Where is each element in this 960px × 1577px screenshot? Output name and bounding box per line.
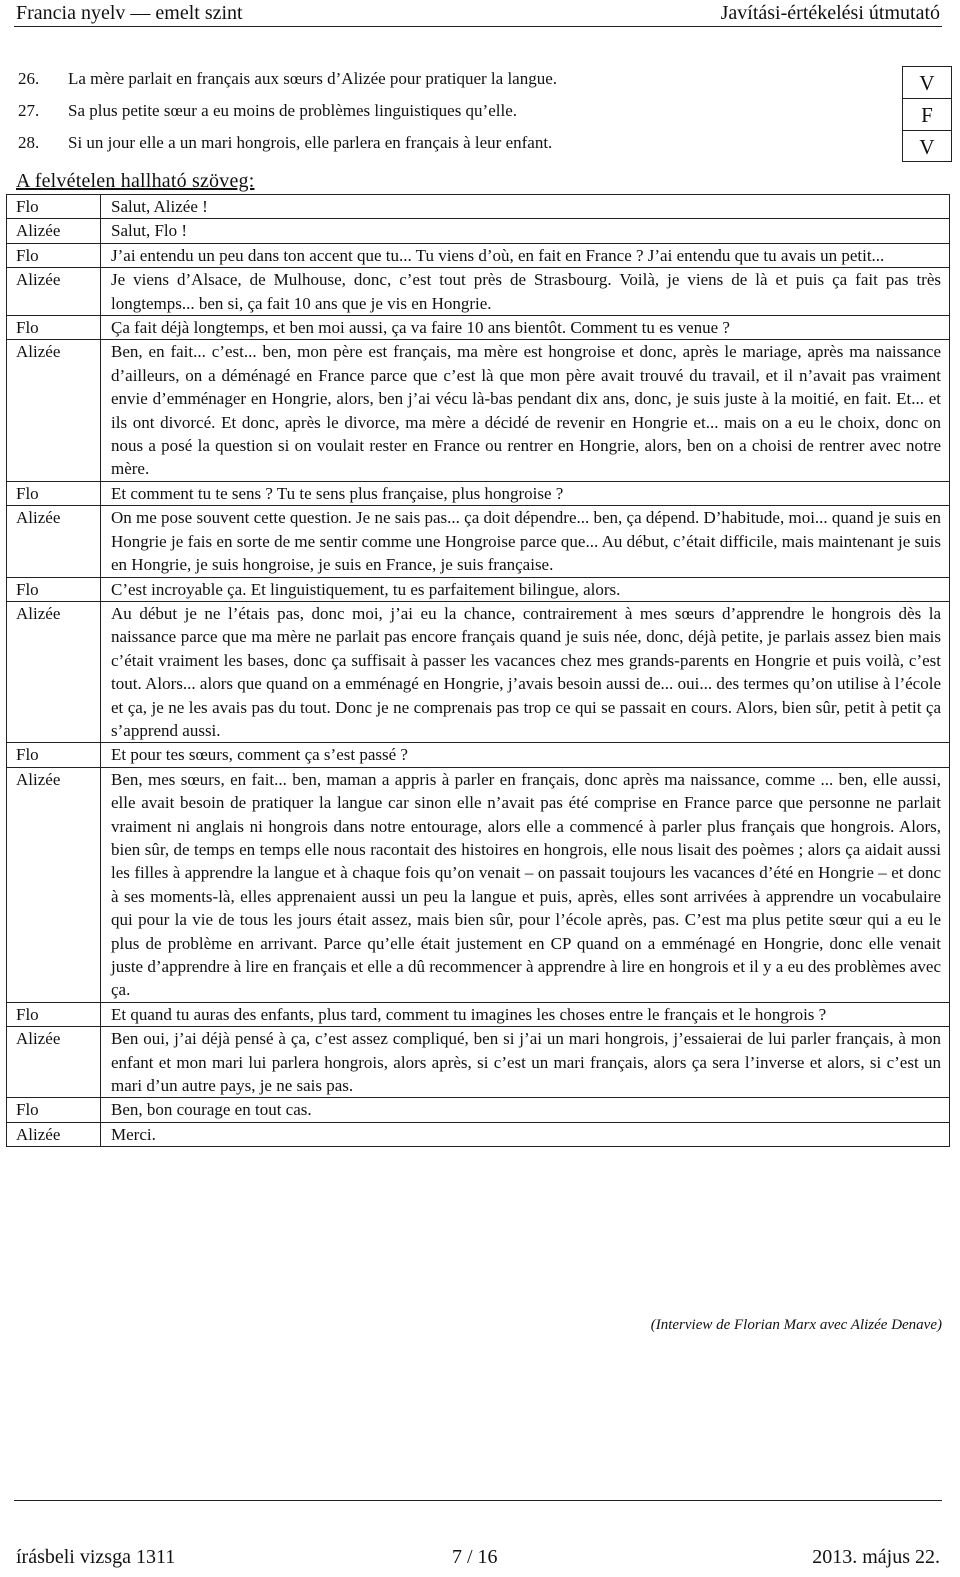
question-row [18, 98, 952, 130]
page-header [14, 0, 942, 27]
dialogue-row [7, 243, 950, 267]
speaker-name: Alizée [7, 268, 101, 316]
speaker-name: Flo [7, 1098, 101, 1122]
dialogue-line: Et comment tu te sens ? Tu te sens plus française, plus hongroise ? [101, 481, 950, 505]
dialogue-line: Ben, bon courage en tout cas. [101, 1098, 950, 1122]
answer-box: V [902, 130, 952, 162]
dialogue-row [7, 1098, 950, 1122]
dialogue-line: Ben oui, j’ai déjà pensé à ça, c’est assez compliqué, ben si j’ai un mari hongrois, j’essaierai de lui parler français, à mon enfant et mon mari lui parlera hongrois, alors après, si c’est un mari français, alors ça sera l’inverse et alors, si c’est un mari d’un autre pays, je ne sais pas. [101, 1027, 950, 1098]
question-number: 26. [18, 69, 40, 88]
speaker-name: Flo [7, 316, 101, 340]
dialogue-line: C’est incroyable ça. Et linguistiquement, tu es parfaitement bilingue, alors. [101, 577, 950, 601]
question-row [18, 130, 952, 162]
speaker-name: Alizée [7, 219, 101, 243]
dialogue-row [7, 481, 950, 505]
question-number: 28. [18, 133, 40, 152]
dialogue-row [7, 577, 950, 601]
dialogue-line: Ça fait déjà longtemps, et ben moi aussi, ça va faire 10 ans bientôt. Comment tu es venue ? [101, 316, 950, 340]
footer-page-number: 7 / 16 [452, 1546, 498, 1568]
dialogue-row [7, 340, 950, 481]
dialogue-row [7, 767, 950, 1002]
dialogue-row [7, 1027, 950, 1098]
dialogue-row [7, 219, 950, 243]
dialogue-row [7, 601, 950, 742]
dialogue-line: J’ai entendu un peu dans ton accent que tu... Tu viens d’où, en fait en France ? J’ai entendu que tu avais un petit... [101, 243, 950, 267]
dialogue-row [7, 195, 950, 219]
transcript-title: A felvételen hallható szöveg: [16, 170, 255, 192]
dialogue-line: Salut, Flo ! [101, 219, 950, 243]
dialogue-line: Salut, Alizée ! [101, 195, 950, 219]
dialogue-row [7, 268, 950, 316]
footer-exam-code: írásbeli vizsga 1311 [16, 1546, 176, 1568]
dialogue-line: Merci. [101, 1122, 950, 1146]
dialogue-row [7, 743, 950, 767]
answer-box: F [902, 98, 952, 130]
dialogue-row [7, 1122, 950, 1146]
dialogue-row [7, 1002, 950, 1026]
question-statement: Sa plus petite sœur a eu moins de problèmes linguistiques qu’elle. [68, 101, 518, 120]
question-row [18, 66, 952, 98]
answer-box: V [902, 66, 952, 98]
header-subject: Francia nyelv — emelt szint [16, 2, 243, 24]
speaker-name: Flo [7, 481, 101, 505]
dialogue-table [6, 194, 950, 1147]
speaker-name: Alizée [7, 1122, 101, 1146]
dialogue-line: Et pour tes sœurs, comment ça s’est passé ? [101, 743, 950, 767]
speaker-name: Flo [7, 243, 101, 267]
question-number: 27. [18, 101, 40, 120]
footer-date: 2013. május 22. [812, 1546, 940, 1568]
speaker-name: Flo [7, 577, 101, 601]
dialogue-line: Et quand tu auras des enfants, plus tard, comment tu imagines les choses entre le français et le hongrois ? [101, 1002, 950, 1026]
question-statement: La mère parlait en français aux sœurs d’Alizée pour pratiquer la langue. [68, 69, 558, 88]
speaker-name: Alizée [7, 767, 101, 1002]
dialogue-line: Au début je ne l’étais pas, donc moi, j’ai eu la chance, contrairement à mes sœurs d’apprendre le hongrois dès la naissance parce que ma mère ne parlait pas encore français quand je suis née, donc, déjà petite, je parlais assez bien mais c’était vraiment les bases, donc ça suffisait à passer les vacances chez mes grands-parents en Hongrie et puis voilà, c’est tout. Alors... alors que quand on a emménagé en Hongrie, j’avais besoin aussi de... oui... des termes qu’on utilise à l’école et ça, je ne les avais pas du tout. Donc je ne comprenais pas trop ce qui se passait en cours. Alors, bien sûr, petit à petit ça s’apprend aussi. [101, 601, 950, 742]
speaker-name: Alizée [7, 506, 101, 577]
true-false-questions [18, 66, 952, 162]
speaker-name: Alizée [7, 601, 101, 742]
page-footer [14, 1500, 942, 1577]
speaker-name: Alizée [7, 340, 101, 481]
header-document-type: Javítási-értékelési útmutató [720, 2, 940, 24]
dialogue-row [7, 506, 950, 577]
speaker-name: Flo [7, 195, 101, 219]
question-statement: Si un jour elle a un mari hongrois, elle parlera en français à leur enfant. [68, 133, 553, 152]
dialogue-line: On me pose souvent cette question. Je ne sais pas... ça doit dépendre... ben, ça dépend. D’habitude, moi... quand je suis en Hongrie je fais en sorte de me sentir comme une Hongroise parce que... Au début, c’était difficile, mais maintenant je suis en Hongrie, je suis hongroise, je suis en France, je suis française. [101, 506, 950, 577]
dialogue-line: Je viens d’Alsace, de Mulhouse, donc, c’est tout près de Strasbourg. Voilà, je viens de là et puis ça fait pas très longtemps... ben si, ça fait 10 ans que je vis en Hongrie. [101, 268, 950, 316]
dialogue-line: Ben, mes sœurs, en fait... ben, maman a appris à parler en français, donc après ma naissance, comme ... ben, elle aussi, elle avait besoin de pratiquer la langue car sinon elle n’avait pas été comprise en France parce que personne ne parlait vraiment ni anglais ni hongrois dans notre entourage, alors elle a commencé à parler plus français que hongrois. Alors, bien sûr, de temps en temps elle nous racontait des histoires en hongrois, elle nous lisait des poèmes ; alors ça aidait aussi les filles à apprendre la langue et à chaque fois qu’on venait – on passait toujours les vacances d’été en Hongrie – et donc à ses moments-là, elles apprenaient aussi un peu la langue et puis, après, elles sont arrivées à apprendre un vocabulaire qui pour la vie de tous les jours était assez, mais bien sûr, pour l’école après, pas. C’est ma plus petite sœur qui a eu le plus de problème en arrivant. Parce qu’elle était justement en CP quand on a emménagé en Hongrie, donc elle venait juste d’apprendre à lire en français et elle a dû recommencer à apprendre à lire en hongrois et il y a eu des problèmes avec ça. [101, 767, 950, 1002]
speaker-name: Flo [7, 743, 101, 767]
source-citation: (Interview de Florian Marx avec Alizée Denave) [650, 1317, 942, 1333]
dialogue-row [7, 316, 950, 340]
speaker-name: Flo [7, 1002, 101, 1026]
speaker-name: Alizée [7, 1027, 101, 1098]
dialogue-line: Ben, en fait... c’est... ben, mon père est français, ma mère est hongroise et donc, après le mariage, après ma naissance d’ailleurs, on a déménagé en France parce que c’est là que mon père avait trouvé du travail, et il n’avait pas vraiment envie d’emménager en Hongrie, alors, ben j’ai vécu là-bas pendant dix ans, donc, je suis juste à la moitié, en fait. Et... et ils ont divorcé. Et donc, après le divorce, ma mère a décidé de revenir en Hongrie et... mais on a eu le choix, donc on nous a posé la question si on voulait rester en France ou rentrer en Hongrie, alors, ben on a choisi de rentrer avec notre mère. [101, 340, 950, 481]
